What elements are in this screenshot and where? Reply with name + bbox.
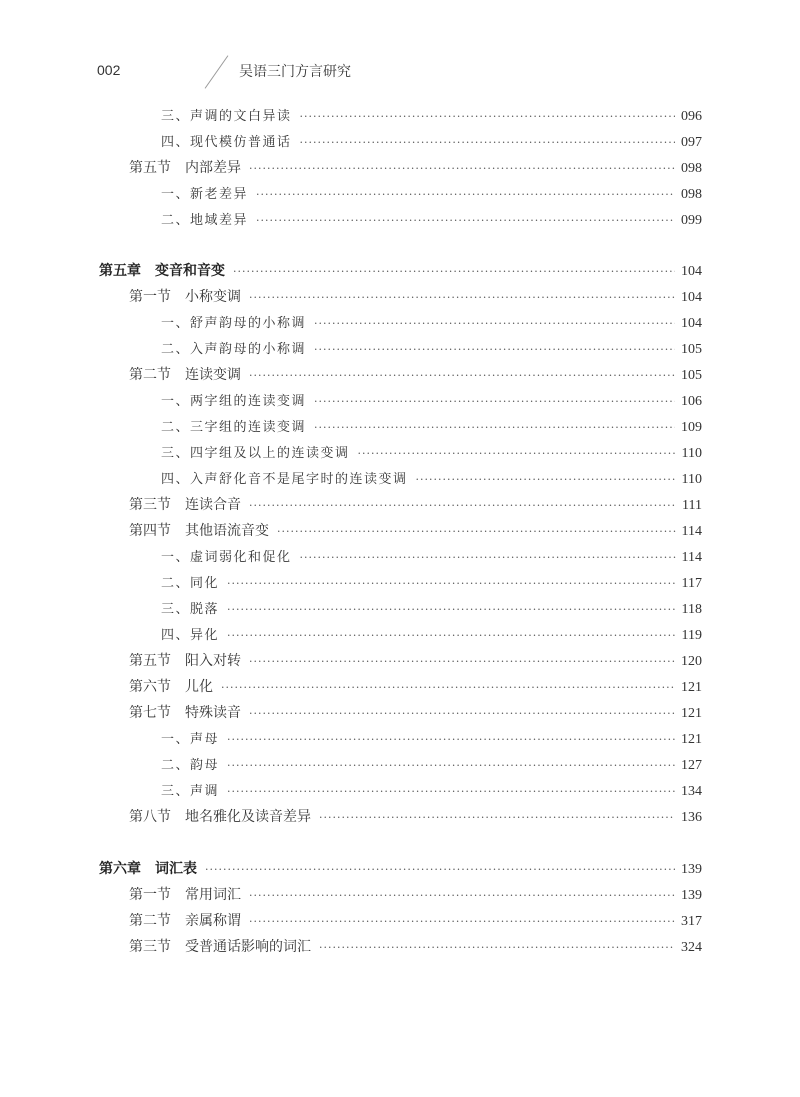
toc-entry-title: 第五节 内部差异 bbox=[129, 160, 241, 176]
toc-page-number: 134 bbox=[681, 784, 702, 799]
dot-leader bbox=[227, 729, 675, 751]
toc-entry-title: 第八节 地名雅化及读音差异 bbox=[129, 809, 311, 825]
toc-entry-title: 三、声调 bbox=[161, 784, 220, 799]
toc-entry-title: 第五章 变音和音变 bbox=[99, 263, 225, 279]
toc-entry-title: 一、舒声韵母的小称调 bbox=[161, 316, 307, 331]
toc-item bbox=[161, 312, 702, 334]
toc-entry-title: 四、现代模仿普通话 bbox=[161, 135, 292, 150]
toc-entry-title: 第三节 连读合音 bbox=[129, 497, 241, 513]
dot-leader bbox=[319, 937, 675, 959]
dot-leader bbox=[314, 313, 675, 335]
dot-leader bbox=[249, 365, 675, 387]
toc-entry-title: 第七节 特殊读音 bbox=[129, 705, 241, 721]
toc-page-number: 110 bbox=[681, 472, 702, 487]
toc-entry-title: 二、三字组的连读变调 bbox=[161, 420, 307, 435]
toc-entry-title: 四、异化 bbox=[161, 628, 220, 643]
toc-chapter bbox=[99, 260, 702, 282]
toc-page-number: 114 bbox=[681, 550, 702, 565]
dot-leader bbox=[314, 339, 675, 361]
toc-page-number: 114 bbox=[681, 524, 702, 539]
toc-entry-title: 第二节 连读变调 bbox=[129, 367, 241, 383]
toc-entry-title: 第一节 常用词汇 bbox=[129, 887, 241, 903]
toc-section bbox=[129, 520, 702, 542]
dot-leader bbox=[300, 132, 675, 154]
toc-page-number: 139 bbox=[681, 862, 702, 877]
toc-page-number: 104 bbox=[681, 264, 702, 279]
dot-leader bbox=[300, 106, 675, 128]
toc-page-number: 121 bbox=[681, 680, 702, 695]
dot-leader bbox=[300, 547, 676, 569]
toc-entry-title: 三、脱落 bbox=[161, 602, 220, 617]
toc-page-number: 099 bbox=[681, 213, 702, 228]
dot-leader bbox=[256, 210, 675, 232]
toc-page-number: 317 bbox=[681, 914, 702, 929]
toc-entry-title: 第六节 儿化 bbox=[129, 679, 213, 695]
toc-page-number: 119 bbox=[681, 628, 702, 643]
toc-section bbox=[129, 157, 702, 179]
dot-leader bbox=[221, 677, 675, 699]
toc-entry-title: 三、声调的文白异读 bbox=[161, 109, 292, 124]
toc-section bbox=[129, 286, 702, 308]
dot-leader bbox=[319, 807, 675, 829]
toc-page-number: 121 bbox=[681, 732, 702, 747]
toc-item bbox=[161, 416, 702, 438]
toc-entry-title: 二、入声韵母的小称调 bbox=[161, 342, 307, 357]
toc-section bbox=[129, 910, 702, 932]
toc-item bbox=[161, 105, 702, 127]
toc-item bbox=[161, 624, 702, 646]
toc-entry-title: 第一节 小称变调 bbox=[129, 289, 241, 305]
toc-entry-title: 第四节 其他语流音变 bbox=[129, 523, 269, 539]
dot-leader bbox=[314, 391, 675, 413]
toc-page-number: 096 bbox=[681, 109, 702, 124]
toc-page-number: 110 bbox=[681, 446, 702, 461]
toc-entry-title: 一、声母 bbox=[161, 732, 220, 747]
dot-leader bbox=[249, 651, 675, 673]
toc-page-number: 120 bbox=[681, 654, 702, 669]
toc-page-number: 098 bbox=[681, 187, 702, 202]
toc-entry-title: 二、韵母 bbox=[161, 758, 220, 773]
toc-entry-title: 二、同化 bbox=[161, 576, 220, 591]
toc-section bbox=[129, 494, 702, 516]
toc-page-number: 117 bbox=[681, 576, 702, 591]
toc-item bbox=[161, 572, 702, 594]
toc-item bbox=[161, 183, 702, 205]
toc-entry-title: 第六章 词汇表 bbox=[99, 861, 197, 877]
toc-item bbox=[161, 442, 702, 464]
dot-leader bbox=[249, 885, 675, 907]
dot-leader bbox=[249, 703, 675, 725]
dot-leader bbox=[227, 781, 675, 803]
toc-entry-title: 二、地域差异 bbox=[161, 213, 249, 228]
toc-page-number: 106 bbox=[681, 394, 702, 409]
toc-page-number: 139 bbox=[681, 888, 702, 903]
dot-leader bbox=[227, 599, 676, 621]
dot-leader bbox=[227, 573, 676, 595]
page-number: 002 bbox=[97, 62, 121, 78]
toc-entry-title: 三、四字组及以上的连读变调 bbox=[161, 446, 350, 461]
toc-page-number: 098 bbox=[681, 161, 702, 176]
toc-page-number: 136 bbox=[681, 810, 702, 825]
dot-leader bbox=[233, 261, 675, 283]
dot-leader bbox=[205, 859, 675, 881]
toc-section bbox=[129, 884, 702, 906]
toc-item bbox=[161, 780, 702, 802]
dot-leader bbox=[249, 495, 676, 517]
toc-item bbox=[161, 390, 702, 412]
dot-leader bbox=[227, 755, 675, 777]
toc-page-number: 118 bbox=[681, 602, 702, 617]
toc-chapter bbox=[99, 858, 702, 880]
toc-page-number: 104 bbox=[681, 290, 702, 305]
dot-leader bbox=[358, 443, 676, 465]
toc-page-number: 127 bbox=[681, 758, 702, 773]
toc-entry-title: 一、新老差异 bbox=[161, 187, 249, 202]
dot-leader bbox=[227, 625, 676, 647]
toc-entry-title: 一、虚词弱化和促化 bbox=[161, 550, 292, 565]
toc-section bbox=[129, 650, 702, 672]
toc-page-number: 111 bbox=[682, 498, 702, 513]
toc-entry-title: 第二节 亲属称谓 bbox=[129, 913, 241, 929]
toc-page-number: 109 bbox=[681, 420, 702, 435]
toc-item bbox=[161, 209, 702, 231]
dot-leader bbox=[249, 911, 675, 933]
toc-section bbox=[129, 702, 702, 724]
dot-leader bbox=[249, 287, 675, 309]
toc-entry-title: 四、入声舒化音不是尾字时的连读变调 bbox=[161, 472, 408, 487]
book-title: 吴语三门方言研究 bbox=[239, 64, 351, 80]
toc-item bbox=[161, 338, 702, 360]
toc-section bbox=[129, 936, 702, 958]
toc-page-number: 105 bbox=[681, 342, 702, 357]
toc-page-number: 097 bbox=[681, 135, 702, 150]
toc-page-number: 105 bbox=[681, 368, 702, 383]
dot-leader bbox=[277, 521, 676, 543]
toc-page-number: 121 bbox=[681, 706, 702, 721]
toc-item bbox=[161, 728, 702, 750]
toc-item bbox=[161, 754, 702, 776]
running-header bbox=[97, 58, 517, 82]
toc-item bbox=[161, 131, 702, 153]
header-divider bbox=[205, 55, 229, 88]
toc-section bbox=[129, 364, 702, 386]
dot-leader bbox=[314, 417, 675, 439]
toc-entry-title: 第三节 受普通话影响的词汇 bbox=[129, 939, 311, 955]
toc-entry-title: 第五节 阳入对转 bbox=[129, 653, 241, 669]
toc-page-number: 324 bbox=[681, 940, 702, 955]
dot-leader bbox=[416, 469, 676, 491]
toc-item bbox=[161, 598, 702, 620]
toc-entry-title: 一、两字组的连读变调 bbox=[161, 394, 307, 409]
toc-page-number: 104 bbox=[681, 316, 702, 331]
dot-leader bbox=[249, 158, 675, 180]
toc-section bbox=[129, 806, 702, 828]
dot-leader bbox=[256, 184, 675, 206]
toc-section bbox=[129, 676, 702, 698]
toc-item bbox=[161, 468, 702, 490]
toc-item bbox=[161, 546, 702, 568]
